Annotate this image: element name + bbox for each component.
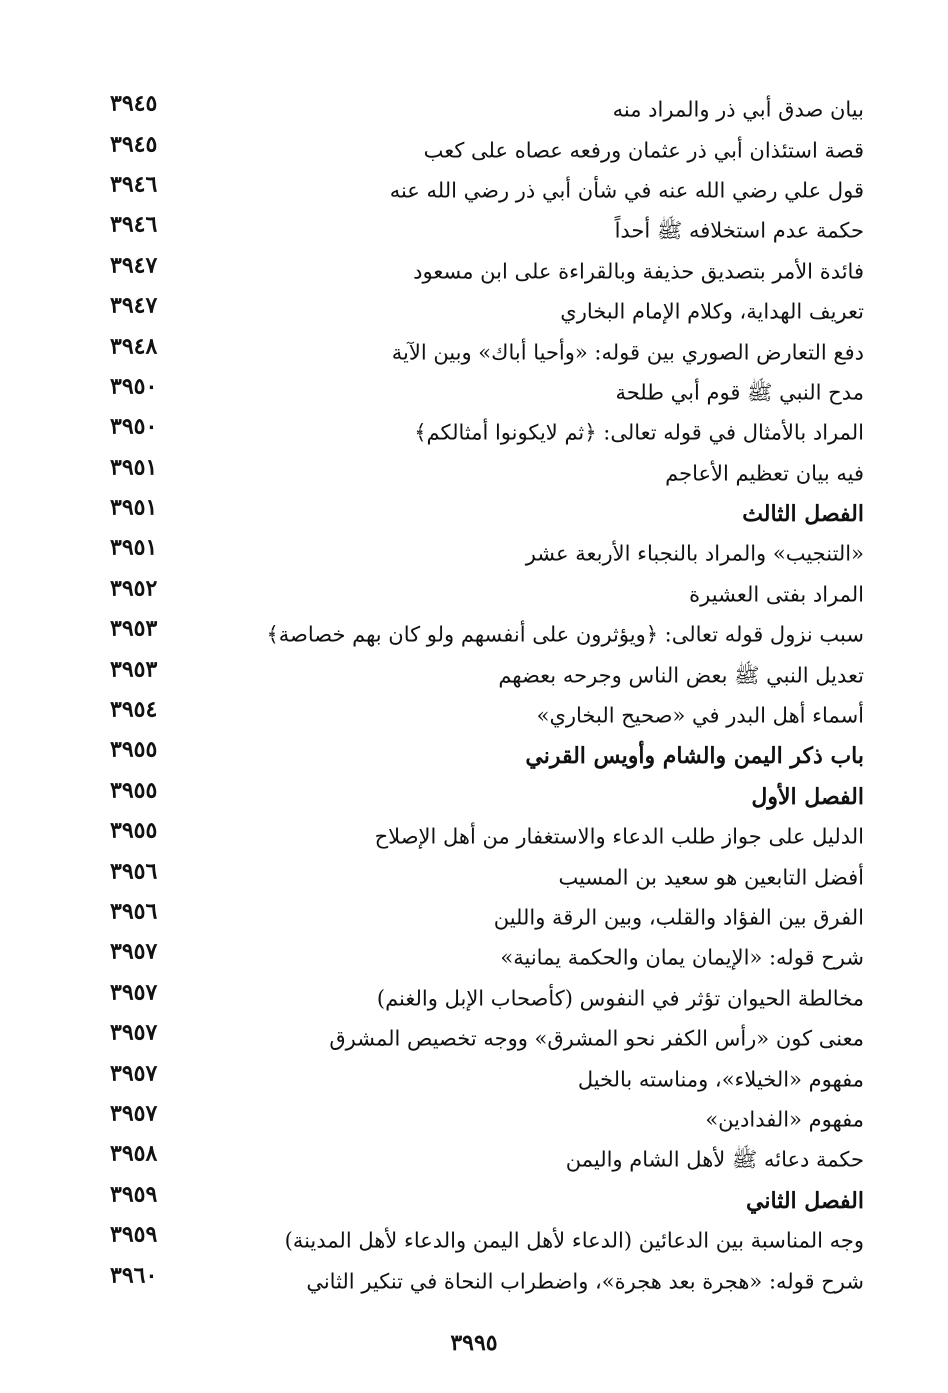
page-number: ٣٩٩٥	[450, 1330, 498, 1356]
toc-entry-title: الفرق بين الفؤاد والقلب، وبين الرقة واللين	[493, 905, 864, 930]
toc-entry-title: حكمة دعائه ﷺ لأهل الشام واليمن	[565, 1147, 864, 1172]
toc-entry-title: تعديل النبي ﷺ بعض الناس وجرحه بعضهم	[498, 663, 864, 688]
toc-entry-title: أفضل التابعين هو سعيد بن المسيب	[558, 865, 864, 890]
toc-entry-page: ٣٩٥٥	[110, 737, 158, 764]
toc-entry-title: مخالطة الحيوان تؤثر في النفوس (كأصحاب الإبل والغنم)	[376, 986, 864, 1011]
toc-entry-page: ٣٩٥٦	[110, 858, 158, 885]
toc-row	[100, 169, 870, 209]
toc-entry-page: ٣٩٥٧	[110, 979, 158, 1006]
toc-entry-page: ٣٩٥٧	[110, 938, 158, 965]
toc-entry-title: أسماء أهل البدر في «صحيح البخاري»	[536, 703, 864, 728]
toc-entry-title: شرح قوله: «الإيمان يمان والحكمة يمانية»	[500, 945, 864, 970]
toc-entry-page: ٣٩٤٦	[110, 211, 158, 238]
toc-row	[100, 896, 870, 936]
toc-row	[100, 250, 870, 290]
toc-entry-title: الدليل على جواز طلب الدعاء والاستغفار من أهل الإصلاح	[374, 824, 864, 849]
toc-row	[100, 1057, 870, 1097]
toc-row	[100, 128, 870, 168]
toc-entry-page: ٣٩٥١	[110, 535, 158, 562]
toc-entry-page: ٣٩٥١	[110, 494, 158, 521]
toc-entry-page: ٣٩٥٧	[110, 1100, 158, 1127]
toc-entry-title: فائدة الأمر بتصديق حذيفة وبالقراءة على ابن مسعود	[413, 259, 864, 284]
toc-row	[100, 1179, 870, 1219]
toc-row	[100, 1098, 870, 1138]
toc-entry-title: معنى كون «رأس الكفر نحو المشرق» ووجه تخصيص المشرق	[329, 1026, 864, 1051]
toc-row	[100, 1017, 870, 1057]
toc-entry-page: ٣٩٥٢	[110, 575, 158, 602]
toc-entry-title: قول علي رضي الله عنه في شأن أبي ذر رضي الله عنه	[389, 178, 864, 203]
toc-row	[100, 775, 870, 815]
toc-row	[100, 694, 870, 734]
table-of-contents	[100, 88, 870, 1300]
toc-row	[100, 1138, 870, 1178]
toc-entry-page: ٣٩٥٧	[110, 1060, 158, 1087]
toc-entry-title: المراد بالأمثال في قوله تعالى: ﴿ثم لايكونوا أمثالكم﴾	[414, 420, 864, 445]
toc-entry-page: ٣٩٥٨	[110, 1140, 158, 1167]
toc-entry-page: ٣٩٥٥	[110, 817, 158, 844]
toc-row	[100, 936, 870, 976]
toc-row	[100, 1219, 870, 1259]
toc-entry-title: «التنجيب» والمراد بالنجباء الأربعة عشر	[525, 542, 864, 567]
toc-entry-page: ٣٩٥٠	[110, 413, 158, 440]
toc-entry-page: ٣٩٤٦	[110, 171, 158, 198]
toc-entry-title: مفهوم «الفدادين»	[705, 1107, 864, 1132]
toc-section-heading: الفصل الأول	[751, 784, 864, 811]
toc-entry-page: ٣٩٥٤	[110, 696, 158, 723]
toc-row	[100, 492, 870, 532]
toc-entry-page: ٣٩٥٦	[110, 898, 158, 925]
toc-entry-page: ٣٩٤٥	[110, 90, 158, 117]
toc-row	[100, 613, 870, 653]
toc-entry-page: ٣٩٥١	[110, 454, 158, 481]
toc-entry-title: دفع التعارض الصوري بين قوله: «وأحيا أباك» وبين الآية	[391, 340, 864, 365]
toc-entry-title: شرح قوله: «هجرة بعد هجرة»، واضطراب النحاة في تنكير الثاني	[306, 1269, 864, 1294]
toc-entry-page: ٣٩٥٧	[110, 1019, 158, 1046]
toc-entry-title: مدح النبي ﷺ قوم أبي طلحة	[615, 380, 864, 405]
toc-entry-title: فيه بيان تعظيم الأعاجم	[665, 461, 864, 486]
toc-entry-page: ٣٩٤٧	[110, 252, 158, 279]
toc-row	[100, 209, 870, 249]
toc-entry-title: قصة استئذان أبي ذر عثمان ورفعه عصاه على كعب	[423, 138, 864, 163]
toc-entry-title: بيان صدق أبي ذر والمراد منه	[612, 97, 864, 122]
toc-entry-page: ٣٩٤٥	[110, 131, 158, 158]
toc-row	[100, 977, 870, 1017]
toc-row	[100, 371, 870, 411]
toc-row	[100, 734, 870, 774]
toc-entry-page: ٣٩٤٨	[110, 333, 158, 360]
toc-entry-page: ٣٩٥٥	[110, 777, 158, 804]
toc-entry-title: حكمة عدم استخلافه ﷺ أحداً	[614, 218, 864, 243]
toc-entry-title: تعريف الهداية، وكلام الإمام البخاري	[560, 299, 864, 324]
toc-entry-title: وجه المناسبة بين الدعائين (الدعاء لأهل اليمن والدعاء لأهل المدينة)	[284, 1228, 864, 1253]
toc-entry-page: ٣٩٤٧	[110, 292, 158, 319]
toc-row	[100, 653, 870, 693]
toc-row	[100, 88, 870, 128]
toc-row	[100, 815, 870, 855]
toc-entry-title: سبب نزول قوله تعالى: ﴿ويؤثرون على أنفسهم ولو كان بهم خصاصة﴾	[266, 622, 864, 647]
toc-row	[100, 532, 870, 572]
toc-row	[100, 855, 870, 895]
toc-entry-page: ٣٩٥٣	[110, 656, 158, 683]
toc-row	[100, 290, 870, 330]
toc-entry-title: المراد بفتى العشيرة	[689, 582, 864, 607]
toc-entry-page: ٣٩٥٩	[110, 1181, 158, 1208]
toc-entry-title: مفهوم «الخيلاء»، ومناسته بالخيل	[577, 1067, 864, 1092]
toc-entry-page: ٣٩٥٠	[110, 373, 158, 400]
toc-entry-page: ٣٩٥٩	[110, 1221, 158, 1248]
toc-entry-page: ٣٩٦٠	[110, 1262, 158, 1289]
toc-row	[100, 330, 870, 370]
toc-section-heading: الفصل الثاني	[746, 1187, 864, 1214]
toc-section-heading: الفصل الثالث	[742, 501, 864, 528]
toc-row	[100, 452, 870, 492]
toc-row	[100, 411, 870, 451]
toc-row	[100, 1259, 870, 1299]
toc-row	[100, 573, 870, 613]
toc-entry-page: ٣٩٥٣	[110, 615, 158, 642]
toc-section-heading: باب ذكر اليمن والشام وأويس القرني	[525, 743, 864, 770]
